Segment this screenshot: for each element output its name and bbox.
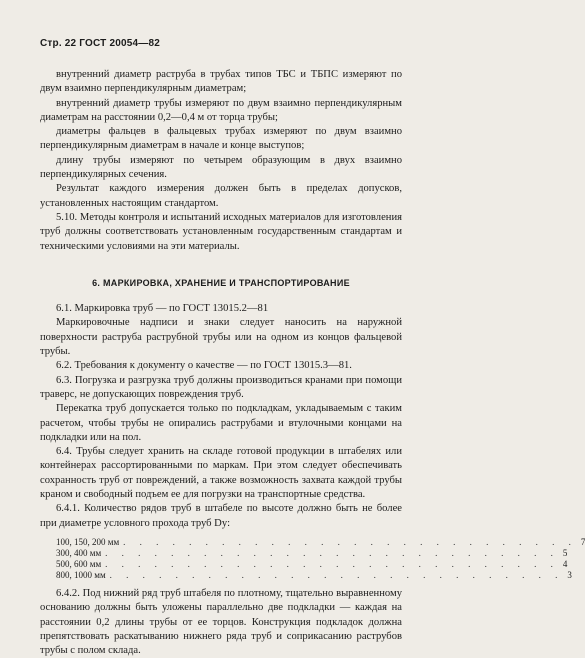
paragraph: длину трубы измеряют по четырем образующим в двух взаимно перпендикулярных сечения. — [40, 154, 402, 181]
paragraph: Результат каждого измерения должен быть в пределах допусков, установленных настоящим стандартом. — [40, 183, 402, 209]
table-row — [56, 558, 568, 570]
stack-rows-table — [56, 536, 585, 581]
diameter-label: 100, 150, 200 мм — [56, 536, 120, 547]
diameter-label: 800, 1000 мм — [56, 569, 106, 580]
paragraph: Перекатка труб допускается только по подкладкам, укладываемым с таким расчетом, чтобы трубы не опирались раструбами и втулочными концами на подкладки или на пол. — [40, 403, 402, 443]
paragraph: 6.2. Требования к документу о качестве — по ГОСТ 13015.3—81. — [56, 360, 352, 372]
table-row — [56, 547, 568, 559]
document-body — [40, 68, 585, 658]
paragraph: 6.1. Маркировка труб — по ГОСТ 13015.2—81 — [56, 303, 269, 315]
leader-dots: . . . . . . . . . . . . . . . . . . . . . . . . . . . . — [105, 547, 559, 558]
paragraph: 5.10. Методы контроля и испытаний исходных материалов для изготовления труб должны соответствовать установленным государственным стандартам и техническими условиями на эти материалы. — [40, 211, 402, 252]
rows-value: 4 — [562, 558, 568, 569]
paragraph: 6.3. Погрузка и разгрузка труб должны производиться кранами при помощи траверс, не допускающих повреждения труб. — [40, 374, 402, 400]
rows-value: 3 — [567, 569, 572, 580]
rows-value: 5 — [562, 547, 568, 558]
table-row — [56, 569, 572, 581]
paragraph: 6.4. Трубы следует хранить на складе готовой продукции в штабелях или контейнерах рассортированными по маркам. При этом следует обеспечивать сохранность труб от повреждений, а также возможность захвата каждой трубы краном и свободный подъем ее для погрузки на транспортные средства. — [40, 446, 402, 501]
paragraph: 6.4.2. Под нижний ряд труб штабеля по плотному, тщательно выравненному основанию должны быть уложены параллельно две подкладки — каждая на расстоянии 0,2 длины трубы от ее торцов. Конструкция подкладок должна препятствовать раскатыванию нижнего ряда труб и соприкасанию раструбов трубы с полом склада. — [40, 587, 402, 657]
table-row — [56, 536, 585, 548]
section-title: 6. МАРКИРОВКА, ХРАНЕНИЕ И ТРАНСПОРТИРОВАНИЕ — [92, 277, 350, 288]
leader-dots: . . . . . . . . . . . . . . . . . . . . . . . . . . . . — [123, 536, 577, 547]
diameter-label: 300, 400 мм — [56, 547, 102, 558]
paragraph: Маркировочные надписи и знаки следует наносить на наружной поверхности раструба раструбной трубы или на одном из концов фальцевой трубы. — [40, 317, 402, 358]
diameter-label: 500, 600 мм — [56, 558, 102, 569]
paragraph: диаметры фальцев в фальцевых трубах измеряют по двум взаимно перпендикулярным диаметрам в начале и конце выступов; — [40, 126, 402, 152]
paragraph: внутренний диаметр раструба в трубах типов ТБС и ТБПС измеряют по двум взаимно перпендикулярным диаметрам; — [40, 69, 402, 95]
paragraph: 6.4.1. Количество рядов труб в штабеле по высоте должно быть не более при диаметре условного прохода труб Dy: — [40, 503, 402, 529]
paragraph: внутренний диаметр трубы измеряют по двум взаимно перпендикулярным диаметрам на расстоянии 0,2—0,4 м от торца трубы; — [40, 97, 402, 123]
leader-dots: . . . . . . . . . . . . . . . . . . . . . . . . . . . . — [105, 558, 559, 569]
page-header: Стр. 22 ГОСТ 20054—82 — [40, 38, 160, 49]
rows-value: 7 — [580, 536, 585, 547]
leader-dots: . . . . . . . . . . . . . . . . . . . . . . . . . . . . — [109, 569, 564, 580]
